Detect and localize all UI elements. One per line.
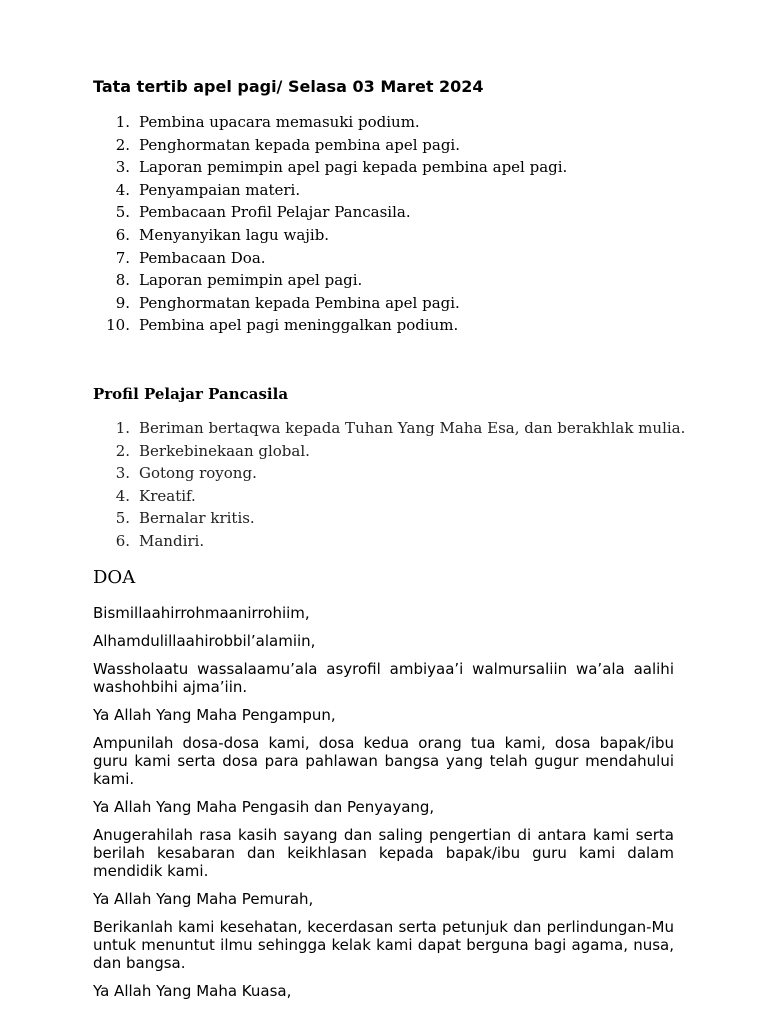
list-text: Penyampaian materi. — [139, 180, 301, 199]
list-item — [93, 417, 685, 440]
list-item — [93, 156, 567, 179]
doa-paragraph: Anugerahilah rasa kasih sayang dan saling pengertian di antara kami serta berilah kesabaran dan keikhlasan kepada bapak/ibu guru kami dalam mendidik kami. — [93, 826, 674, 880]
doa-heading: DOA — [93, 567, 136, 588]
doa-paragraph: Berikanlah kami kesehatan, kecerdasan serta petunjuk dan perlindungan-Mu untuk menuntut ilmu sehingga kelak kami dapat berguna bagi agama, nusa, dan bangsa. — [93, 918, 674, 972]
list-number: 3. — [115, 158, 130, 177]
list-item — [93, 507, 685, 530]
list-number: 5. — [115, 203, 130, 222]
list-item — [93, 292, 567, 315]
list-item — [93, 247, 567, 270]
list-item — [93, 314, 567, 337]
list-item — [93, 224, 567, 247]
document-title: Tata tertib apel pagi/ Selasa 03 Maret 2024 — [93, 77, 484, 96]
list-item — [93, 179, 567, 202]
list-number: 9. — [115, 293, 130, 312]
profil-list — [93, 417, 685, 553]
list-text: Mandiri. — [139, 531, 205, 550]
agenda-list — [93, 111, 567, 337]
list-text: Pembina apel pagi meninggalkan podium. — [139, 316, 459, 335]
list-item — [93, 201, 567, 224]
list-number: 7. — [115, 248, 130, 267]
doa-paragraph: Ya Allah Yang Maha Kuasa, — [93, 982, 292, 1000]
list-item — [93, 485, 685, 508]
doa-paragraph: Bismillaahirrohmaanirrohiim, — [93, 604, 310, 622]
doa-paragraph: Alhamdulillaahirobbil’alamiin, — [93, 632, 316, 650]
doa-paragraph: Wassholaatu wassalaamu’ala asyrofil ambiyaa’i walmursaliin wa’ala aalihi washohbihi ajma’iin. — [93, 660, 674, 696]
doa-paragraph: Ya Allah Yang Maha Pemurah, — [93, 890, 314, 908]
list-text: Penghormatan kepada Pembina apel pagi. — [139, 293, 460, 312]
list-number: 4. — [115, 180, 130, 199]
list-text: Berkebinekaan global. — [139, 441, 310, 460]
list-text: Penghormatan kepada pembina apel pagi. — [139, 135, 460, 154]
doa-paragraph: Ya Allah Yang Maha Pengampun, — [93, 706, 336, 724]
list-text: Laporan pemimpin apel pagi kepada pembina apel pagi. — [139, 158, 568, 177]
list-number: 5. — [115, 509, 130, 528]
list-item — [93, 530, 685, 553]
list-number: 10. — [106, 316, 130, 335]
list-number: 6. — [115, 225, 130, 244]
list-text: Laporan pemimpin apel pagi. — [139, 271, 363, 290]
doa-paragraph: Ampunilah dosa-dosa kami, dosa kedua orang tua kami, dosa bapak/ibu guru kami serta dosa para pahlawan bangsa yang telah gugur mendahului kami. — [93, 734, 674, 788]
list-item — [93, 440, 685, 463]
list-item — [93, 111, 567, 134]
list-text: Bernalar kritis. — [139, 509, 255, 528]
list-text: Gotong royong. — [139, 464, 257, 483]
list-number: 2. — [115, 135, 130, 154]
list-number: 8. — [115, 271, 130, 290]
list-item — [93, 462, 685, 485]
list-item — [93, 134, 567, 157]
list-number: 6. — [115, 531, 130, 550]
list-text: Beriman bertaqwa kepada Tuhan Yang Maha Esa, dan berakhlak mulia. — [139, 419, 686, 437]
list-number: 1. — [115, 113, 130, 131]
profil-heading: Profil Pelajar Pancasila — [93, 385, 289, 403]
list-text: Pembacaan Doa. — [139, 248, 266, 267]
doa-paragraph: Ya Allah Yang Maha Pengasih dan Penyayang, — [93, 798, 435, 816]
list-text: Kreatif. — [139, 486, 196, 505]
list-text: Menyanyikan lagu wajib. — [139, 225, 330, 244]
list-number: 4. — [115, 486, 130, 505]
list-number: 1. — [115, 419, 130, 437]
list-number: 3. — [115, 464, 130, 483]
list-item — [93, 269, 567, 292]
list-number: 2. — [115, 441, 130, 460]
list-text: Pembacaan Profil Pelajar Pancasila. — [139, 203, 411, 222]
list-text: Pembina upacara memasuki podium. — [139, 113, 420, 131]
doa-body — [93, 604, 674, 1010]
